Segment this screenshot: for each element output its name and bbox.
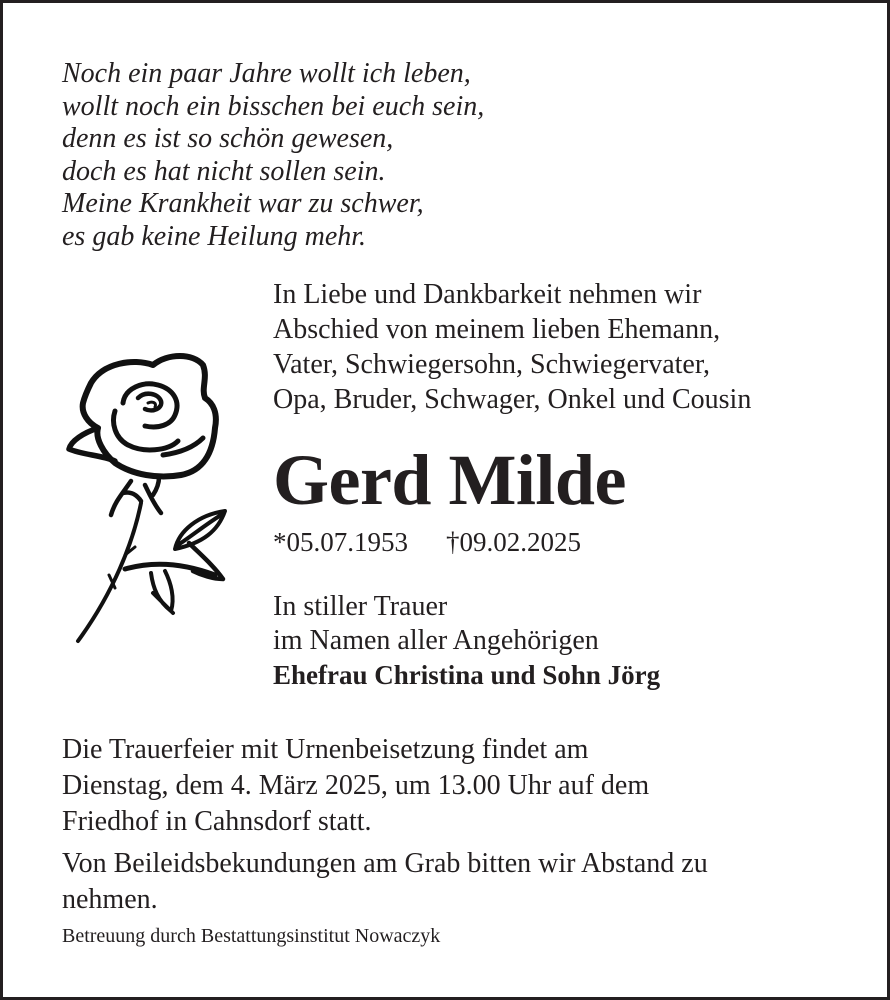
mourners-line: im Namen aller Angehörigen	[273, 625, 599, 656]
death-date: 09.02.2025	[459, 527, 581, 557]
farewell-intro	[273, 277, 751, 417]
condolence-line: nehmen.	[62, 884, 158, 915]
poem-line: es gab keine Heilung mehr.	[62, 220, 367, 252]
poem-line: denn es ist so schön gewesen,	[62, 123, 394, 154]
intro-line: Vater, Schwiegersohn, Schwiegervater,	[273, 349, 711, 380]
poem-line: Meine Krankheit war zu schwer,	[62, 188, 424, 219]
intro-line: Abschied von meinem lieben Ehemann,	[273, 314, 721, 345]
mourners-line: In stiller Trauer	[273, 591, 448, 622]
rose-drawing-icon	[53, 343, 233, 653]
life-dates	[273, 524, 581, 560]
condolence-line: Von Beileidsbekundungen am Grab bitten wir Abstand zu	[62, 848, 708, 879]
deceased-name: Gerd Milde	[273, 440, 626, 520]
ceremony-info	[62, 732, 852, 840]
undertaker-credit: Betreuung durch Bestattungsinstitut Nowaczyk	[62, 925, 441, 947]
poem	[62, 58, 484, 253]
mourners-block	[273, 590, 660, 692]
poem-line: doch es hat nicht sollen sein.	[62, 155, 386, 187]
intro-line: In Liebe und Dankbarkeit nehmen wir	[273, 279, 702, 310]
condolence-request	[62, 846, 862, 918]
poem-line: Noch ein paar Jahre wollt ich leben,	[62, 58, 471, 89]
poem-line: wollt noch ein bisschen bei euch sein,	[62, 90, 485, 122]
ceremony-line: Die Trauerfeier mit Urnenbeisetzung findet am	[62, 734, 589, 765]
birth-date: *05.07.1953	[273, 527, 408, 557]
dagger-icon: †	[446, 527, 460, 557]
ceremony-line: Dienstag, dem 4. März 2025, um 13.00 Uhr auf dem	[62, 770, 650, 801]
intro-line: Opa, Bruder, Schwager, Onkel und Cousin	[273, 384, 752, 415]
ceremony-line: Friedhof in Cahnsdorf statt.	[62, 806, 372, 837]
mourners-names: Ehefrau Christina und Sohn Jörg	[273, 660, 661, 690]
